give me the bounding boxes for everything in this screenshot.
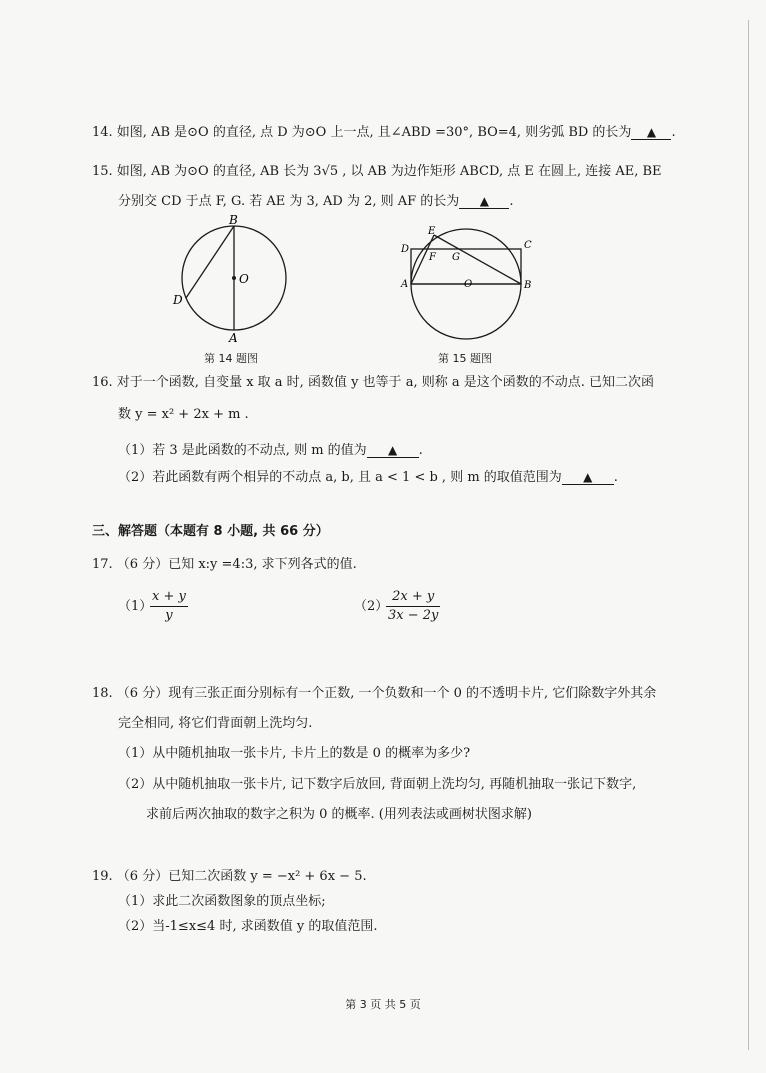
label-G: G [452,252,460,263]
question-19-sub1: （1）求此二次函数图象的顶点坐标; [118,894,326,909]
section-3-title: 三、解答题（本题有 8 小题, 共 66 分） [92,524,329,539]
label-A: A [401,279,409,290]
label-B: B [229,213,238,227]
question-18-sub1: （1）从中随机抽取一张卡片, 卡片上的数是 0 的概率为多少? [118,746,471,761]
answer-blank-16-1: ▲ [367,443,419,458]
question-16-sub2: （2）若此函数有两个相异的不动点 a, b, 且 a < 1 < b , 则 m 的取值范围为 ▲ . [118,470,618,485]
q17-part1-label: （1） [118,599,153,614]
label-E: E [428,226,436,237]
question-14: 14. 如图, AB 是⊙O 的直径, 点 D 为⊙O 上一点, 且∠ABD =30°, BO=4, 则劣弧 BD 的长为 ▲ . [92,125,676,140]
q17-part2-label: （2） [354,599,389,614]
question-17: 17. （6 分）已知 x:y =4:3, 求下列各式的值. [92,557,357,572]
answer-blank-14: ▲ [631,125,671,140]
label-A: A [229,331,238,345]
question-18-line2: 完全相同, 将它们背面朝上洗均匀. [118,716,313,731]
page-footer: 第 3 页 共 5 页 [345,998,421,1011]
figure-15-caption: 第 15 题图 [438,352,492,365]
label-C: C [524,240,532,251]
question-15-line2: 分别交 CD 于点 F, G. 若 AE 为 3, AD 为 2, 则 AF 的长为 ▲ . [118,194,514,209]
answer-blank-15: ▲ [459,194,509,209]
question-19: 19. （6 分）已知二次函数 y = −x² + 6x − 5. [92,869,367,884]
q17-fraction-2: $\frac{2x + y}{3x - 2y}$ [388,589,439,623]
q17-fraction-1: $\frac{x + y}{y}$ [152,589,186,623]
question-16-line2: 数 y = x² + 2x + m . [118,407,249,422]
question-18-line1: 18. （6 分）现有三张正面分别标有一个正数, 一个负数和一个 0 的不透明卡片, 它们除数字外其余 [92,686,657,701]
question-15-line1: 15. 如图, AB 为⊙O 的直径, AB 长为 3√5 , 以 AB 为边作矩形 ABCD, 点 E 在圆上, 连接 AE, BE [92,164,662,179]
figure-14 [168,212,298,346]
label-D: D [401,244,410,255]
question-18-sub2a: （2）从中随机抽取一张卡片, 记下数字后放回, 背面朝上洗均匀, 再随机抽取一张记下数字, [118,777,637,792]
question-19-sub2: （2）当-1≤x≤4 时, 求函数值 y 的取值范围. [118,919,378,934]
label-F: F [429,252,436,263]
question-18-sub2b: 求前后两次抽取的数字之积为 0 的概率. (用列表法或画树状图求解) [146,807,532,822]
label-O: O [239,272,249,286]
label-O: O [464,279,473,290]
figure-15 [398,222,536,346]
question-16-line1: 16. 对于一个函数, 自变量 x 取 a 时, 函数值 y 也等于 a, 则称 a 是这个函数的不动点. 已知二次函 [92,375,654,390]
page-edge [748,20,749,1050]
figure-14-caption: 第 14 题图 [204,352,258,365]
question-16-sub1: （1）若 3 是此函数的不动点, 则 m 的值为 ▲ . [118,443,423,458]
label-B: B [524,280,532,291]
answer-blank-16-2: ▲ [562,470,614,485]
label-D: D [173,293,183,307]
